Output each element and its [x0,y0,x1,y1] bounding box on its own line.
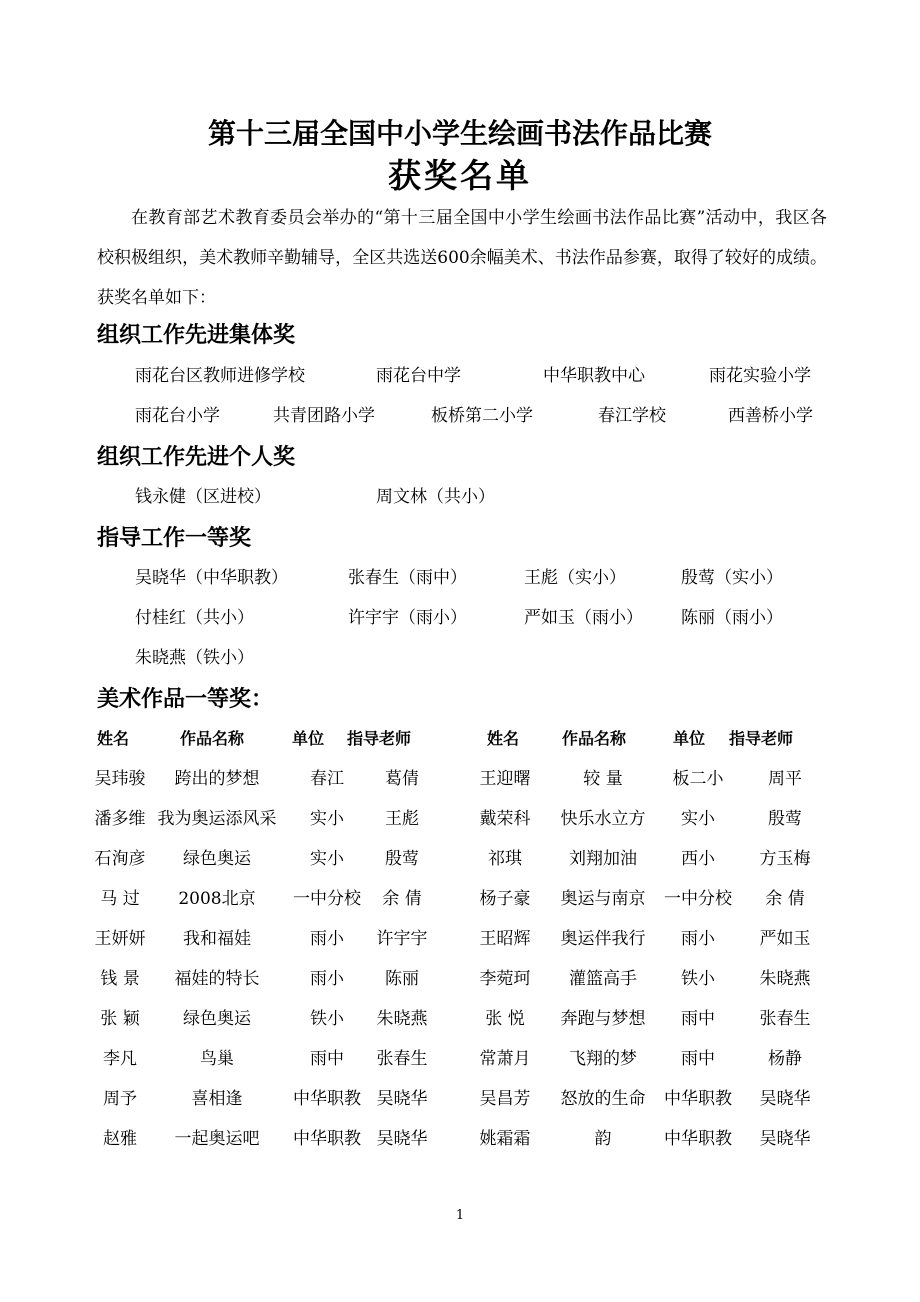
table-cell: 朱晓燕 [376,1009,428,1029]
table-cell: 中华职教 [664,1129,732,1149]
table-row [0,1127,920,1151]
section-heading-group-award: 组织工作先进集体奖 [97,323,296,348]
table-cell: 一起奥运吧 [174,1129,260,1149]
table-cell: 周平 [768,769,802,789]
list-item: 春江学校 [598,406,666,426]
table-cell: 王彪 [385,809,419,829]
table-cell: 吴晓华 [376,1129,428,1149]
table-cell: 赵雅 [103,1129,137,1149]
section-heading-art-first: 美术作品一等奖： [97,687,274,712]
table-cell: 余 倩 [765,889,805,909]
table-cell: 杨子豪 [479,889,531,909]
table-cell: 周予 [103,1089,137,1109]
column-header: 姓名 [487,729,520,748]
guidance-row-2 [0,606,920,630]
table-cell: 雨小 [310,969,344,989]
column-header: 指导老师 [729,729,794,748]
table-cell: 常萧月 [479,1049,531,1069]
list-item: 钱永健（区进校） [135,487,271,507]
list-item: 许宇宇（雨小） [348,608,467,628]
table-cell: 奔跑与梦想 [560,1009,646,1029]
table-cell: 中华职教 [293,1089,361,1109]
list-item: 雨花台小学 [135,406,220,426]
table-cell: 西小 [681,849,715,869]
table-cell: 陈丽 [385,969,419,989]
section-heading-guidance-first: 指导工作一等奖 [97,526,252,551]
table-row [0,927,920,951]
table-cell: 殷莺 [385,849,419,869]
table-cell: 杨静 [768,1049,802,1069]
column-header: 作品名称 [180,729,245,748]
table-header-row [0,727,920,751]
table-cell: 马 过 [100,889,140,909]
table-cell: 中华职教 [293,1129,361,1149]
table-cell: 奥运与南京 [560,889,646,909]
table-cell: 灌篮高手 [569,969,637,989]
column-header: 作品名称 [562,729,627,748]
table-cell: 鸟巢 [200,1049,234,1069]
table-cell: 板二小 [672,769,724,789]
table-cell: 铁小 [310,1009,344,1029]
intro-text: 在教育部艺术教育委员会举办的“第十三届全国中小学生绘画书法作品比赛”活动中，我区各校积极组织，美术教师辛勤辅导，全区共选送600余幅美术、书法作品参赛，取得了较好的成绩。获奖名单如下： [97,208,827,308]
table-cell: 葛倩 [385,769,419,789]
table-cell: 石洵彦 [94,849,146,869]
table-cell: 快乐水立方 [560,809,646,829]
table-row [0,767,920,791]
table-row [0,887,920,911]
table-cell: 张春生 [376,1049,428,1069]
table-cell: 福娃的特长 [174,969,260,989]
guidance-row-3 [0,646,920,670]
table-cell: 喜相逢 [191,1089,243,1109]
table-cell: 钱 景 [100,969,140,989]
table-cell: 雨中 [681,1009,715,1029]
table-cell: 雨小 [681,929,715,949]
guidance-row-1 [0,566,920,590]
list-item: 中华职教中心 [543,366,645,386]
table-cell: 2008北京 [178,889,256,909]
page-number: 1 [455,1208,465,1223]
table-cell: 吴玮骏 [94,769,146,789]
table-cell: 姚霜霜 [479,1129,531,1149]
table-cell: 吴晓华 [759,1089,811,1109]
table-cell: 吴晓华 [759,1129,811,1149]
list-item: 雨花实验小学 [709,366,811,386]
table-cell: 中华职教 [664,1089,732,1109]
table-cell: 我为奥运添风采 [157,809,277,829]
table-row [0,847,920,871]
list-item: 张春生（雨中） [348,568,467,588]
table-cell: 我和福娃 [183,929,251,949]
table-cell: 王迎曙 [479,769,531,789]
table-cell: 吴昌芳 [479,1089,531,1109]
list-item: 板桥第二小学 [431,406,533,426]
table-row [0,807,920,831]
table-cell: 一中分校 [664,889,732,909]
table-cell: 一中分校 [293,889,361,909]
list-item: 王彪（实小） [524,568,626,588]
list-item: 西善桥小学 [728,406,813,426]
table-cell: 实小 [310,809,344,829]
list-item: 朱晓燕（铁小） [135,648,254,668]
column-header: 姓名 [97,729,130,748]
intro-paragraph [97,198,827,318]
table-cell: 吴晓华 [376,1089,428,1109]
table-row [0,967,920,991]
table-cell: 刘翔加油 [569,849,637,869]
list-item: 付桂红（共小） [135,608,254,628]
table-cell: 戴荣科 [479,809,531,829]
column-header: 单位 [292,729,325,748]
document-subtitle: 获奖名单 [388,156,532,195]
table-cell: 殷莺 [768,809,802,829]
table-cell: 雨中 [310,1049,344,1069]
table-cell: 潘多维 [94,809,146,829]
table-cell: 春江 [310,769,344,789]
list-item: 雨花台中学 [376,366,461,386]
individual-award-row-1 [0,485,920,509]
list-item: 严如玉（雨小） [524,608,643,628]
document-title: 第十三届全国中小学生绘画书法作品比赛 [207,117,712,150]
table-cell: 王妍妍 [94,929,146,949]
table-cell: 雨小 [310,929,344,949]
table-cell: 韵 [594,1129,612,1149]
table-row [0,1047,920,1071]
table-cell: 王昭辉 [479,929,531,949]
table-cell: 许宇宇 [376,929,428,949]
table-cell: 飞翔的梦 [569,1049,637,1069]
table-cell: 奥运伴我行 [560,929,646,949]
list-item: 雨花台区教师进修学校 [135,366,305,386]
table-cell: 严如玉 [759,929,811,949]
table-cell: 方玉梅 [759,849,811,869]
table-row [0,1087,920,1111]
table-cell: 铁小 [681,969,715,989]
table-cell: 怒放的生命 [560,1089,646,1109]
table-cell: 张春生 [759,1009,811,1029]
table-cell: 张 颖 [100,1009,140,1029]
list-item: 殷莺（实小） [681,568,783,588]
table-cell: 李菀珂 [479,969,531,989]
list-item: 周文林（共小） [376,487,495,507]
table-cell: 雨中 [681,1049,715,1069]
list-item: 陈丽（雨小） [681,608,783,628]
table-cell: 绿色奥运 [183,1009,251,1029]
list-item: 共青团路小学 [273,406,375,426]
list-item: 吴晓华（中华职教） [135,568,288,588]
table-row [0,1007,920,1031]
group-award-row-2 [0,404,920,428]
column-header: 指导老师 [347,729,412,748]
table-cell: 李凡 [103,1049,137,1069]
column-header: 单位 [673,729,706,748]
table-cell: 实小 [310,849,344,869]
section-heading-individual-award: 组织工作先进个人奖 [97,445,296,470]
table-cell: 张 悦 [485,1009,525,1029]
table-cell: 祁琪 [488,849,522,869]
table-cell: 绿色奥运 [183,849,251,869]
table-cell: 跨出的梦想 [174,769,260,789]
table-cell: 实小 [681,809,715,829]
table-cell: 较 量 [583,769,623,789]
group-award-row-1 [0,364,920,388]
table-cell: 余 倩 [382,889,422,909]
table-cell: 朱晓燕 [759,969,811,989]
